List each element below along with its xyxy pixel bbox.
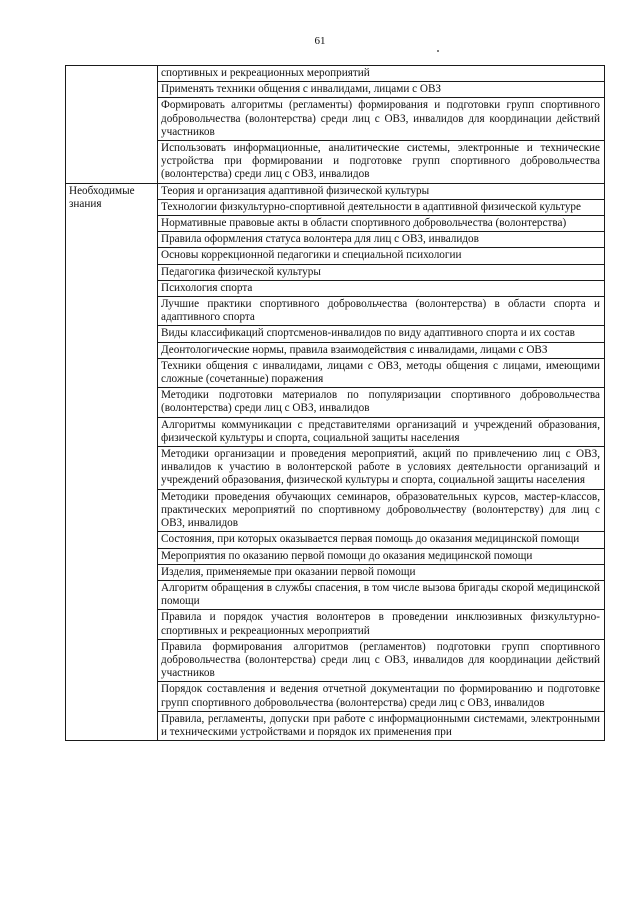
knowledge-cell: Нормативные правовые акты в области спортивного добровольчества (волонтерства) bbox=[158, 216, 605, 232]
knowledge-cell: Педагогика физической культуры bbox=[158, 264, 605, 280]
knowledge-cell: Основы коррекционной педагогики и специальной психологии bbox=[158, 248, 605, 264]
knowledge-cell: Правила оформления статуса волонтера для лиц с ОВЗ, инвалидов bbox=[158, 232, 605, 248]
knowledge-cell: Правила формирования алгоритмов (регламентов) подготовки групп спортивного добровольчества (волонтерства) среди лиц с ОВЗ, инвалидов для координации действий участников bbox=[158, 639, 605, 682]
skill-cell: Применять техники общения с инвалидами, лицами с ОВЗ bbox=[158, 82, 605, 98]
knowledge-cell: Виды классификаций спортсменов-инвалидов по виду адаптивного спорта и их состав bbox=[158, 326, 605, 342]
knowledge-cell: Психология спорта bbox=[158, 280, 605, 296]
knowledge-cell: Методики подготовки материалов по популяризации спортивного добровольчества (волонтерства) среди лиц с ОВЗ, инвалидов bbox=[158, 388, 605, 417]
knowledge-cell: Теория и организация адаптивной физической культуры bbox=[158, 183, 605, 199]
knowledge-cell: Технологии физкультурно-спортивной деятельности в адаптивной физической культуре bbox=[158, 199, 605, 215]
requirements-table-container bbox=[65, 65, 605, 898]
skill-cell: Использовать информационные, аналитические системы, электронные и технические устройства при формировании и подготовке групп спортивного добровольчества (волонтерства) среди лиц с ОВЗ, инвалидов bbox=[158, 141, 605, 184]
requirements-table bbox=[65, 65, 605, 741]
page-number: 61 bbox=[314, 35, 326, 47]
table-row bbox=[66, 183, 605, 199]
knowledge-cell: Лучшие практики спортивного добровольчества (волонтерства) в области спорта и адаптивного спорта bbox=[158, 297, 605, 326]
knowledge-cell: Мероприятия по оказанию первой помощи до оказания медицинской помощи bbox=[158, 548, 605, 564]
knowledge-cell: Техники общения с инвалидами, лицами с ОВЗ, методы общения с лицами, имеющими сложные (сочетанные) поражения bbox=[158, 358, 605, 387]
scan-speck bbox=[437, 50, 439, 52]
knowledge-cell: Алгоритмы коммуникации с представителями организаций и учреждений образования, физической культуры и спорта, социальной защиты населения bbox=[158, 417, 605, 446]
knowledge-cell: Методики проведения обучающих семинаров, образовательных курсов, мастер-классов, практических мероприятий по спортивному добровольчеству (волонтерству) для лиц с ОВЗ, инвалидов bbox=[158, 489, 605, 532]
skill-cell: спортивных и рекреационных мероприятий bbox=[158, 66, 605, 82]
knowledge-cell: Изделия, применяемые при оказании первой помощи bbox=[158, 564, 605, 580]
knowledge-cell: Методики организации и проведения мероприятий, акций по привлечению лиц с ОВЗ, инвалидов к участию в волонтерской работе в условиях деятельности организаций и учреждений образования, физической культуры и спорта, социальной защиты населения bbox=[158, 447, 605, 490]
knowledge-cell: Правила и порядок участия волонтеров в проведении инклюзивных физкультурно-спортивных и рекреационных мероприятий bbox=[158, 610, 605, 639]
table-row bbox=[66, 66, 605, 82]
knowledge-cell: Состояния, при которых оказывается первая помощь до оказания медицинской помощи bbox=[158, 532, 605, 548]
knowledge-cell: Порядок составления и ведения отчетной документации по формированию и подготовке групп спортивного добровольчества (волонтерства) среди лиц с ОВЗ, инвалидов bbox=[158, 682, 605, 711]
empty-label-cell bbox=[66, 66, 158, 184]
skill-cell: Формировать алгоритмы (регламенты) формирования и подготовки групп спортивного добровольчества (волонтерства) среди лиц с ОВЗ, инвалидов для координации действий участников bbox=[158, 98, 605, 141]
knowledge-cell: Правила, регламенты, допуски при работе с информационными системами, электронными и техническими устройствами и порядок их применения при bbox=[158, 711, 605, 740]
section-label-knowledge: Необходимые знания bbox=[66, 183, 158, 741]
knowledge-cell: Деонтологические нормы, правила взаимодействия с инвалидами, лицами с ОВЗ bbox=[158, 342, 605, 358]
knowledge-cell: Алгоритм обращения в службы спасения, в том числе вызова бригады скорой медицинской помощи bbox=[158, 580, 605, 609]
